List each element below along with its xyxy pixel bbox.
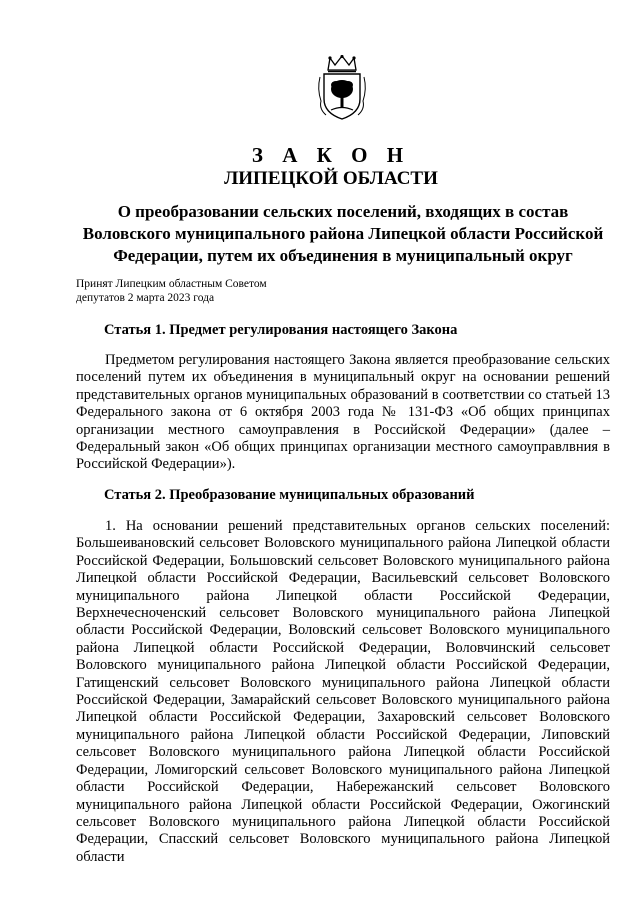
article-1-heading: Статья 1. Предмет регулирования настоящего Закона xyxy=(104,322,458,338)
article-2-paragraph: 1. На основании решений представительных органов сельских поселений: Большеивановский сельсовет Воловского муниципального района Липецкой области Российской Федерации, Большовский сельсовет Воловского муниципального района Липецкой области Российской Федерации, Васильевский сельсовет Воловского муниципального района Липецкой области Российской Федерации, Верхнечесноченский сельсовет Воловского муниципального района Липецкой области Российской Федерации, Воловский сельсовет Воловского муниципального района Липецкой области Российской Федерации, Воловчинский сельсовет Воловского муниципального района Липецкой области Российской Федерации, Гатищенский сельсовет Воловского муниципального района Липецкой области Российской Федерации, Замарайский сельсовет Воловского муниципального района Липецкой области Российской Федерации, Захаровский сельсовет Воловского муниципального района Липецкой области Российской Федерации, Липовский сельсовет Воловского муниципального района Липецкой области Российской Федерации, Ломигорский сельсовет Воловского муниципального района Липецкой области Российской Федерации, Набережанский сельсовет Воловского муниципального района Липецкой области Российской Федерации, Ожогинский сельсовет Воловского муниципального района Липецкой области Российской Федерации, Спасский сельсовет Воловского муниципального района Липецкой области xyxy=(76,518,610,865)
lipetsk-oblast-coat-of-arms-icon xyxy=(316,55,368,121)
adoption-note xyxy=(76,277,267,305)
law-heading: З А К О Н xyxy=(251,143,411,167)
article-2-heading: Статья 2. Преобразование муниципальных образований xyxy=(104,487,475,503)
adoption-line-1: Принят Липецким областным Советом xyxy=(76,278,267,290)
adoption-line-2: депутатов 2 марта 2023 года xyxy=(76,292,215,304)
law-title: О преобразовании сельских поселений, входящих в состав Воловского муниципального района Липецкой области Российской Федерации, путем их объединения в муниципальный округ xyxy=(82,202,604,265)
article-1-paragraph: Предметом регулирования настоящего Закона является преобразование сельских поселений путем их объединения в муниципальный округ на основании решений представительных органов муниципальных образований в соответствии со статьей 13 Федерального закона от 6 октября 2003 года № 131-ФЗ «Об общих принципах организации местного самоуправления в Российской Федерации» (далее – Федеральный закон «Об общих принципах организации местного самоуправлвния в Российской Федерации»). xyxy=(76,352,610,473)
law-region-heading: ЛИПЕЦКОЙ ОБЛАСТИ xyxy=(224,168,438,189)
